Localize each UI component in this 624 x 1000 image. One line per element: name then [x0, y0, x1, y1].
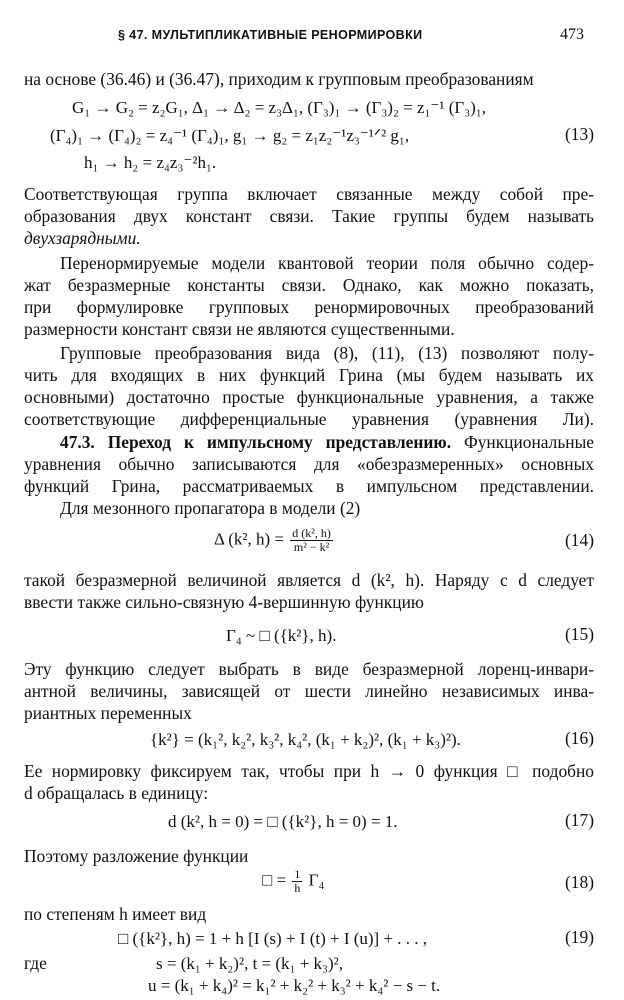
paragraph-groupxf-line-2: чить для входящих в них функций Грина (мы будем называть их — [24, 365, 594, 385]
paragraph-renorm-line-1: Перенормируемые модели квантовой теории поля обычно содер- — [60, 253, 594, 273]
paragraph-normalization-line-1: Ее нормировку фиксируем так, чтобы при h → 0 функция □ подобно — [24, 761, 594, 781]
paragraph-group-line-2: образования двух констант связи. Такие группы будем называть — [24, 206, 594, 226]
equation-14: Δ (k², h) = $\frac{\text{d (k², h)}}{\text{m² − k²}}$ — [214, 526, 331, 554]
equation-19-number: (19) — [565, 927, 594, 947]
paragraph-renorm-line-4: размерности констант связи не являются существенными. — [24, 319, 455, 339]
paragraph-lorentz-line-3: риантных переменных — [24, 703, 192, 723]
equation-13-line-3: h₁ → h₂ = z₄z₃⁻²h₁. — [84, 153, 217, 172]
paragraph-meson: Для мезонного пропагатора в модели (2) — [60, 498, 361, 518]
paragraph-renorm-line-2: жат безразмерные константы связи. Однако, как можно показать, — [24, 275, 594, 295]
paragraph-lorentz-line-1: Эту функцию следует выбрать в виде безразмерной лоренц-инвари- — [24, 659, 594, 679]
paragraph-group-line-1: Соответствующая группа включает связанные между собой пре- — [24, 184, 594, 204]
equation-13-line-2: (Γ₄)₁ → (Γ₄)₂ = z₄⁻¹ (Γ₄)₁, g₁ → g₂ = z₁z₂⁻¹z₃⁻¹ᐟ² g₁, — [50, 126, 410, 145]
equation-13-number: (13) — [565, 124, 594, 144]
page-header — [0, 26, 624, 48]
equation-15: Γ₄ ~ □ ({k²}, h). — [226, 626, 337, 645]
paragraph-powers: по степеням h имеет вид — [24, 904, 207, 924]
equation-18-number: (18) — [565, 872, 594, 892]
equation-19: □ ({k²}, h) = 1 + h [I (s) + I (t) + I (u)] + . . . , — [118, 929, 428, 948]
paragraph-groupxf-line-4: соответствующие дифференциальные уравнения (уравнения Ли). — [24, 409, 594, 429]
paragraph-renorm-line-3: при формулировке групповых ренормировочных преобразований — [24, 297, 594, 317]
running-head: § 47. МУЛЬТИПЛИКАТИВНЫЕ РЕНОРМИРОВКИ — [118, 28, 423, 42]
fraction: $\frac{\text{d (k², h)}}{\text{m² − k²}}$ — [292, 526, 331, 554]
section-47-3-line-3: функций Грина, рассматриваемых в импульсном представлении. — [24, 476, 594, 496]
equation-14-number: (14) — [565, 530, 594, 550]
equation-20-line-1: s = (k₁ + k₂)², t = (k₁ + k₃)², — [156, 954, 343, 973]
section-47-3-line-1: 47.3. Переход к импульсному представлению. Функциональные — [60, 432, 594, 452]
section-heading: 47.3. Переход к импульсному представлению. — [60, 432, 452, 452]
paragraph-groupxf-line-3: основными) достаточно простые функциональные уравнения, а также — [24, 387, 594, 407]
equation-17: d (k², h = 0) = □ ({k²}, h = 0) = 1. — [168, 812, 398, 831]
equation-15-number: (15) — [565, 624, 594, 644]
paragraph-dimensionless-line-1: такой безразмерной величиной является d (k², h). Наряду с d следует — [24, 570, 594, 590]
paragraph-normalization-line-2: d обращалась в единицу: — [24, 783, 209, 803]
section-47-3-line-2: уравнения обычно записываются для «обезразмеренных» основных — [24, 454, 594, 474]
paragraph-where: где — [24, 953, 47, 973]
equation-16-number: (16) — [565, 728, 594, 748]
equation-20-line-2: u = (k₁ + k₄)² = k₁² + k₂² + k₃² + k₄² − s − t. — [148, 976, 441, 995]
equation-13-line-1: G₁ → G₂ = z₂G₁, Δ₁ → Δ₂ = z₃Δ₁, (Γ₃)₁ → (Γ₃)₂ = z₁⁻¹ (Γ₃)₁, — [72, 98, 487, 117]
paragraph-intro: на основе (36.46) и (36.47), приходим к групповым преобразованиям — [24, 69, 534, 89]
paragraph-expansion: Поэтому разложение функции — [24, 846, 249, 866]
equation-16: {k²} = (k₁², k₂², k₃², k₄², (k₁ + k₂)², (k₁ + k₃)²). — [150, 730, 461, 749]
fraction: $\frac{1}{h}$ — [294, 867, 301, 895]
paragraph-groupxf-line-1: Групповые преобразования вида (8), (11), (13) позволяют полу- — [60, 343, 594, 363]
page-number: 473 — [560, 26, 584, 43]
equation-18: □ = $\frac{1}{h}$ Γ₄ — [262, 867, 325, 895]
paragraph-lorentz-line-2: антной величины, зависящей от шести линейно независимых инва- — [24, 681, 594, 701]
paragraph-dimensionless-line-2: ввести также сильно-связную 4-вершинную функцию — [24, 592, 424, 612]
paragraph-group-line-3: двухзарядными. — [24, 228, 141, 248]
equation-17-number: (17) — [565, 810, 594, 830]
